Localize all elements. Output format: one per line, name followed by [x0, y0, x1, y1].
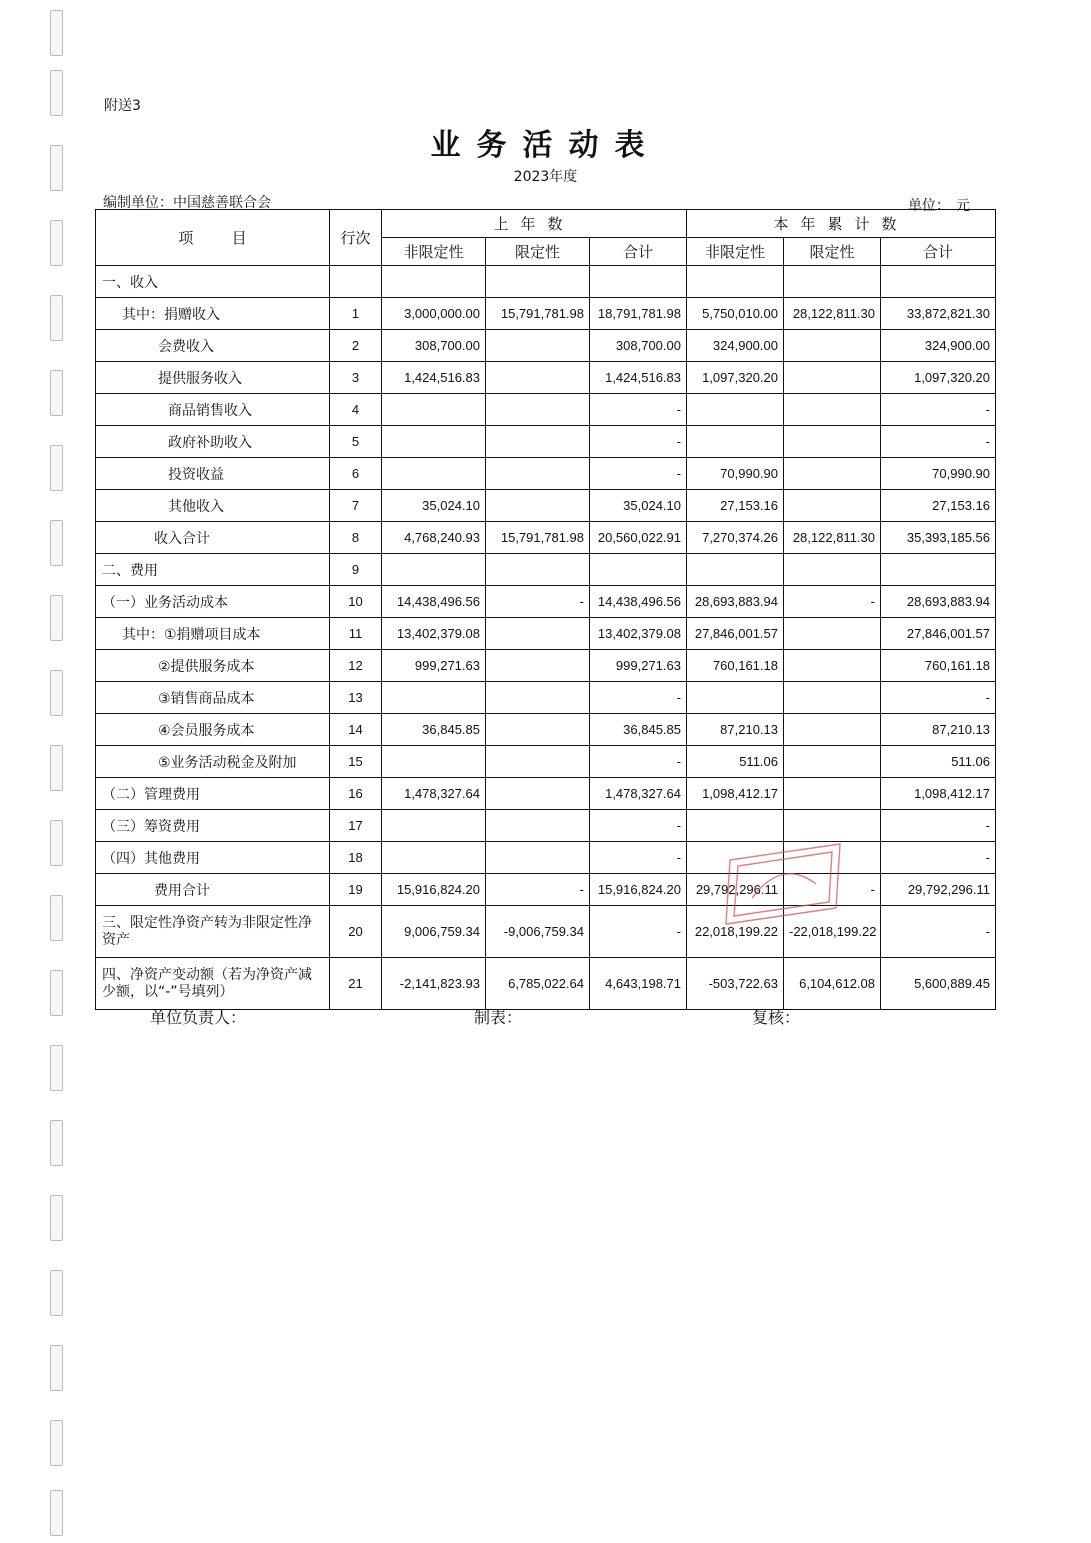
cell-prev-restricted	[486, 682, 590, 714]
cell-curr-unrestricted	[687, 810, 784, 842]
cell-curr-total: 324,900.00	[881, 330, 996, 362]
report-year: 2023年度	[513, 169, 578, 185]
cell-prev-unrestricted: 1,424,516.83	[382, 362, 486, 394]
cell-prev-total: 20,560,022.91	[590, 522, 687, 554]
cell-curr-restricted: 28,122,811.30	[784, 298, 881, 330]
cell-curr-unrestricted	[687, 842, 784, 874]
footer-reviewer-signature: 复核：	[752, 1008, 801, 1027]
row-line-no	[330, 266, 382, 298]
cell-prev-restricted	[486, 650, 590, 682]
cell-prev-unrestricted: 9,006,759.34	[382, 906, 486, 958]
row-item: 二、费用	[96, 554, 330, 586]
row-line-no: 21	[330, 958, 382, 1010]
cell-curr-total: 1,097,320.20	[881, 362, 996, 394]
cell-curr-restricted	[784, 650, 881, 682]
cell-curr-total	[881, 554, 996, 586]
row-line-no: 20	[330, 906, 382, 958]
cell-prev-unrestricted: 13,402,379.08	[382, 618, 486, 650]
cell-prev-total: 35,024.10	[590, 490, 687, 522]
binding-hole	[50, 1120, 63, 1166]
cell-prev-total: 15,916,824.20	[590, 874, 687, 906]
cell-prev-unrestricted	[382, 554, 486, 586]
binding-hole	[50, 670, 63, 716]
cell-curr-total: 87,210.13	[881, 714, 996, 746]
cell-prev-total: 1,424,516.83	[590, 362, 687, 394]
cell-prev-total: -	[590, 746, 687, 778]
cell-curr-restricted	[784, 362, 881, 394]
row-item: （四）其他费用	[96, 842, 330, 874]
cell-prev-total: 999,271.63	[590, 650, 687, 682]
cell-curr-restricted	[784, 778, 881, 810]
row-item: 投资收益	[96, 458, 330, 490]
cell-prev-restricted	[486, 810, 590, 842]
cell-curr-total	[881, 266, 996, 298]
table-row	[96, 458, 996, 490]
table-body	[96, 266, 996, 1010]
row-item: ③销售商品成本	[96, 682, 330, 714]
row-item: 政府补助收入	[96, 426, 330, 458]
cell-curr-unrestricted: 70,990.90	[687, 458, 784, 490]
cell-curr-unrestricted: 7,270,374.26	[687, 522, 784, 554]
cell-curr-restricted: 6,104,612.08	[784, 958, 881, 1010]
row-line-no: 1	[330, 298, 382, 330]
cell-prev-restricted	[486, 362, 590, 394]
table-row	[96, 650, 996, 682]
cell-prev-restricted: 15,791,781.98	[486, 298, 590, 330]
cell-curr-unrestricted: 1,097,320.20	[687, 362, 784, 394]
cell-curr-restricted	[784, 458, 881, 490]
cell-prev-total: -	[590, 906, 687, 958]
cell-prev-unrestricted: 1,478,327.64	[382, 778, 486, 810]
cell-curr-unrestricted	[687, 554, 784, 586]
cell-prev-total	[590, 266, 687, 298]
cell-prev-unrestricted: 3,000,000.00	[382, 298, 486, 330]
cell-prev-restricted	[486, 458, 590, 490]
cell-curr-total: -	[881, 682, 996, 714]
row-line-no: 8	[330, 522, 382, 554]
cell-curr-total: 760,161.18	[881, 650, 996, 682]
row-item: （三）筹资费用	[96, 810, 330, 842]
row-line-no: 9	[330, 554, 382, 586]
cell-prev-total: 308,700.00	[590, 330, 687, 362]
cell-curr-total: 33,872,821.30	[881, 298, 996, 330]
cell-curr-unrestricted	[687, 394, 784, 426]
cell-curr-restricted	[784, 554, 881, 586]
cell-prev-total: 14,438,496.56	[590, 586, 687, 618]
binding-hole	[50, 1270, 63, 1316]
cell-curr-total: 1,098,412.17	[881, 778, 996, 810]
cell-curr-unrestricted: 27,153.16	[687, 490, 784, 522]
cell-curr-restricted	[784, 810, 881, 842]
cell-prev-unrestricted: 308,700.00	[382, 330, 486, 362]
binding-hole	[50, 1490, 63, 1536]
row-item: 提供服务收入	[96, 362, 330, 394]
row-line-no: 10	[330, 586, 382, 618]
row-line-no: 13	[330, 682, 382, 714]
footer-preparer-signature: 制表：	[474, 1008, 523, 1027]
table-row	[96, 682, 996, 714]
cell-prev-restricted	[486, 554, 590, 586]
cell-curr-unrestricted: 22,018,199.22	[687, 906, 784, 958]
binding-hole	[50, 895, 63, 941]
table-row	[96, 842, 996, 874]
row-line-no: 15	[330, 746, 382, 778]
cell-prev-unrestricted: -2,141,823.93	[382, 958, 486, 1010]
row-item: 收入合计	[96, 522, 330, 554]
table-row	[96, 810, 996, 842]
cell-prev-unrestricted	[382, 746, 486, 778]
cell-prev-restricted: 15,791,781.98	[486, 522, 590, 554]
cell-curr-unrestricted: -503,722.63	[687, 958, 784, 1010]
table-row	[96, 522, 996, 554]
row-line-no: 17	[330, 810, 382, 842]
row-line-no: 7	[330, 490, 382, 522]
cell-curr-total: -	[881, 906, 996, 958]
table-row	[96, 362, 996, 394]
cell-curr-total: -	[881, 810, 996, 842]
cell-curr-unrestricted: 5,750,010.00	[687, 298, 784, 330]
cell-curr-restricted	[784, 682, 881, 714]
activity-statement-table	[95, 209, 996, 1010]
cell-curr-restricted	[784, 426, 881, 458]
cell-curr-total: -	[881, 426, 996, 458]
table-row	[96, 586, 996, 618]
header-current-year: 本年累计数	[687, 210, 996, 238]
cell-prev-restricted: -	[486, 586, 590, 618]
cell-prev-unrestricted: 999,271.63	[382, 650, 486, 682]
cell-curr-restricted	[784, 490, 881, 522]
preparing-organization: 编制单位：中国慈善联合会	[103, 195, 271, 211]
table-row	[96, 266, 996, 298]
table-row	[96, 746, 996, 778]
cell-prev-restricted	[486, 490, 590, 522]
cell-prev-total: -	[590, 426, 687, 458]
row-item: ④会员服务成本	[96, 714, 330, 746]
table-row	[96, 618, 996, 650]
header-line-no: 行次	[330, 210, 382, 266]
cell-curr-total: 27,846,001.57	[881, 618, 996, 650]
binding-hole	[50, 445, 63, 491]
cell-prev-unrestricted	[382, 266, 486, 298]
cell-curr-total: 35,393,185.56	[881, 522, 996, 554]
cell-curr-restricted	[784, 266, 881, 298]
cell-curr-restricted: -	[784, 586, 881, 618]
cell-curr-total: 511.06	[881, 746, 996, 778]
cell-curr-unrestricted	[687, 426, 784, 458]
cell-curr-total: 70,990.90	[881, 458, 996, 490]
table-row	[96, 874, 996, 906]
cell-curr-total: 28,693,883.94	[881, 586, 996, 618]
cell-prev-total: 1,478,327.64	[590, 778, 687, 810]
header-prev-year: 上年数	[382, 210, 687, 238]
binding-hole	[50, 820, 63, 866]
page-title: 业务活动表	[430, 128, 661, 163]
cell-prev-total	[590, 554, 687, 586]
binding-hole	[50, 745, 63, 791]
table-row	[96, 330, 996, 362]
cell-curr-unrestricted: 29,792,296.11	[687, 874, 784, 906]
cell-prev-total: -	[590, 682, 687, 714]
cell-prev-unrestricted	[382, 394, 486, 426]
binding-hole	[50, 1420, 63, 1466]
row-item: 三、限定性净资产转为非限定性净资产	[96, 906, 330, 958]
cell-prev-restricted: -	[486, 874, 590, 906]
row-line-no: 16	[330, 778, 382, 810]
cell-prev-total: 36,845.85	[590, 714, 687, 746]
cell-curr-total: 27,153.16	[881, 490, 996, 522]
header-prev-unrestricted: 非限定性	[382, 238, 486, 266]
table-row	[96, 490, 996, 522]
cell-curr-unrestricted: 324,900.00	[687, 330, 784, 362]
cell-curr-unrestricted	[687, 266, 784, 298]
cell-curr-total: -	[881, 842, 996, 874]
cell-curr-unrestricted: 511.06	[687, 746, 784, 778]
cell-curr-unrestricted: 1,098,412.17	[687, 778, 784, 810]
row-line-no: 14	[330, 714, 382, 746]
cell-prev-unrestricted	[382, 458, 486, 490]
binding-hole	[50, 220, 63, 266]
cell-prev-restricted: 6,785,022.64	[486, 958, 590, 1010]
cell-curr-unrestricted: 27,846,001.57	[687, 618, 784, 650]
cell-curr-restricted	[784, 714, 881, 746]
cell-prev-restricted	[486, 266, 590, 298]
cell-curr-total: 29,792,296.11	[881, 874, 996, 906]
cell-curr-restricted: -22,018,199.22	[784, 906, 881, 958]
row-item: 商品销售收入	[96, 394, 330, 426]
cell-prev-total: 4,643,198.71	[590, 958, 687, 1010]
binding-hole	[50, 10, 63, 56]
cell-curr-restricted	[784, 330, 881, 362]
table-row	[96, 394, 996, 426]
row-item: 会费收入	[96, 330, 330, 362]
table-row	[96, 958, 996, 1010]
header-curr-restricted: 限定性	[784, 238, 881, 266]
cell-prev-unrestricted	[382, 682, 486, 714]
cell-prev-total: 13,402,379.08	[590, 618, 687, 650]
binding-holes	[46, 10, 66, 1525]
header-item: 项 目	[96, 210, 330, 266]
binding-hole	[50, 970, 63, 1016]
row-item: ②提供服务成本	[96, 650, 330, 682]
table-row	[96, 298, 996, 330]
cell-curr-unrestricted: 760,161.18	[687, 650, 784, 682]
cell-prev-unrestricted: 15,916,824.20	[382, 874, 486, 906]
row-item: 费用合计	[96, 874, 330, 906]
binding-hole	[50, 1045, 63, 1091]
row-line-no: 6	[330, 458, 382, 490]
row-item: 其中：①捐赠项目成本	[96, 618, 330, 650]
header-curr-unrestricted: 非限定性	[687, 238, 784, 266]
cell-prev-unrestricted: 36,845.85	[382, 714, 486, 746]
cell-prev-restricted	[486, 426, 590, 458]
cell-curr-unrestricted: 87,210.13	[687, 714, 784, 746]
cell-prev-unrestricted: 35,024.10	[382, 490, 486, 522]
cell-prev-unrestricted	[382, 842, 486, 874]
attachment-label: 附送3	[104, 98, 141, 114]
cell-prev-restricted: -9,006,759.34	[486, 906, 590, 958]
cell-prev-unrestricted: 14,438,496.56	[382, 586, 486, 618]
row-item: ⑤业务活动税金及附加	[96, 746, 330, 778]
row-line-no: 2	[330, 330, 382, 362]
unit-value: 元	[956, 198, 970, 214]
cell-prev-unrestricted: 4,768,240.93	[382, 522, 486, 554]
cell-curr-unrestricted: 28,693,883.94	[687, 586, 784, 618]
table-row	[96, 554, 996, 586]
cell-curr-total: -	[881, 394, 996, 426]
table-row	[96, 714, 996, 746]
cell-prev-total: 18,791,781.98	[590, 298, 687, 330]
cell-prev-restricted	[486, 618, 590, 650]
binding-hole	[50, 70, 63, 116]
row-item: 四、净资产变动额（若为净资产减少额，以“-”号填列）	[96, 958, 330, 1010]
table-row	[96, 906, 996, 958]
cell-curr-restricted	[784, 394, 881, 426]
cell-prev-restricted	[486, 714, 590, 746]
unit-label: 单位：	[908, 198, 950, 214]
cell-prev-total: -	[590, 394, 687, 426]
binding-hole	[50, 1345, 63, 1391]
cell-prev-unrestricted	[382, 426, 486, 458]
binding-hole	[50, 595, 63, 641]
header-prev-total: 合计	[590, 238, 687, 266]
row-item: （二）管理费用	[96, 778, 330, 810]
row-line-no: 3	[330, 362, 382, 394]
table-row	[96, 778, 996, 810]
row-line-no: 18	[330, 842, 382, 874]
row-item: （一）业务活动成本	[96, 586, 330, 618]
binding-hole	[50, 520, 63, 566]
cell-prev-unrestricted	[382, 810, 486, 842]
binding-hole	[50, 295, 63, 341]
cell-prev-total: -	[590, 458, 687, 490]
cell-curr-unrestricted	[687, 682, 784, 714]
row-item: 其中：捐赠收入	[96, 298, 330, 330]
cell-curr-restricted	[784, 842, 881, 874]
row-item: 其他收入	[96, 490, 330, 522]
cell-curr-restricted	[784, 746, 881, 778]
cell-curr-restricted: -	[784, 874, 881, 906]
cell-prev-total: -	[590, 842, 687, 874]
row-item: 一、收入	[96, 266, 330, 298]
row-line-no: 4	[330, 394, 382, 426]
cell-prev-total: -	[590, 810, 687, 842]
cell-prev-restricted	[486, 746, 590, 778]
binding-hole	[50, 1195, 63, 1241]
row-line-no: 19	[330, 874, 382, 906]
row-line-no: 12	[330, 650, 382, 682]
table-row	[96, 426, 996, 458]
row-line-no: 11	[330, 618, 382, 650]
cell-curr-restricted	[784, 618, 881, 650]
binding-hole	[50, 370, 63, 416]
cell-curr-restricted: 28,122,811.30	[784, 522, 881, 554]
footer-head-signature: 单位负责人：	[150, 1008, 247, 1027]
cell-prev-restricted	[486, 778, 590, 810]
cell-prev-restricted	[486, 330, 590, 362]
cell-prev-restricted	[486, 842, 590, 874]
cell-curr-total: 5,600,889.45	[881, 958, 996, 1010]
header-prev-restricted: 限定性	[486, 238, 590, 266]
row-line-no: 5	[330, 426, 382, 458]
header-curr-total: 合计	[881, 238, 996, 266]
cell-prev-restricted	[486, 394, 590, 426]
